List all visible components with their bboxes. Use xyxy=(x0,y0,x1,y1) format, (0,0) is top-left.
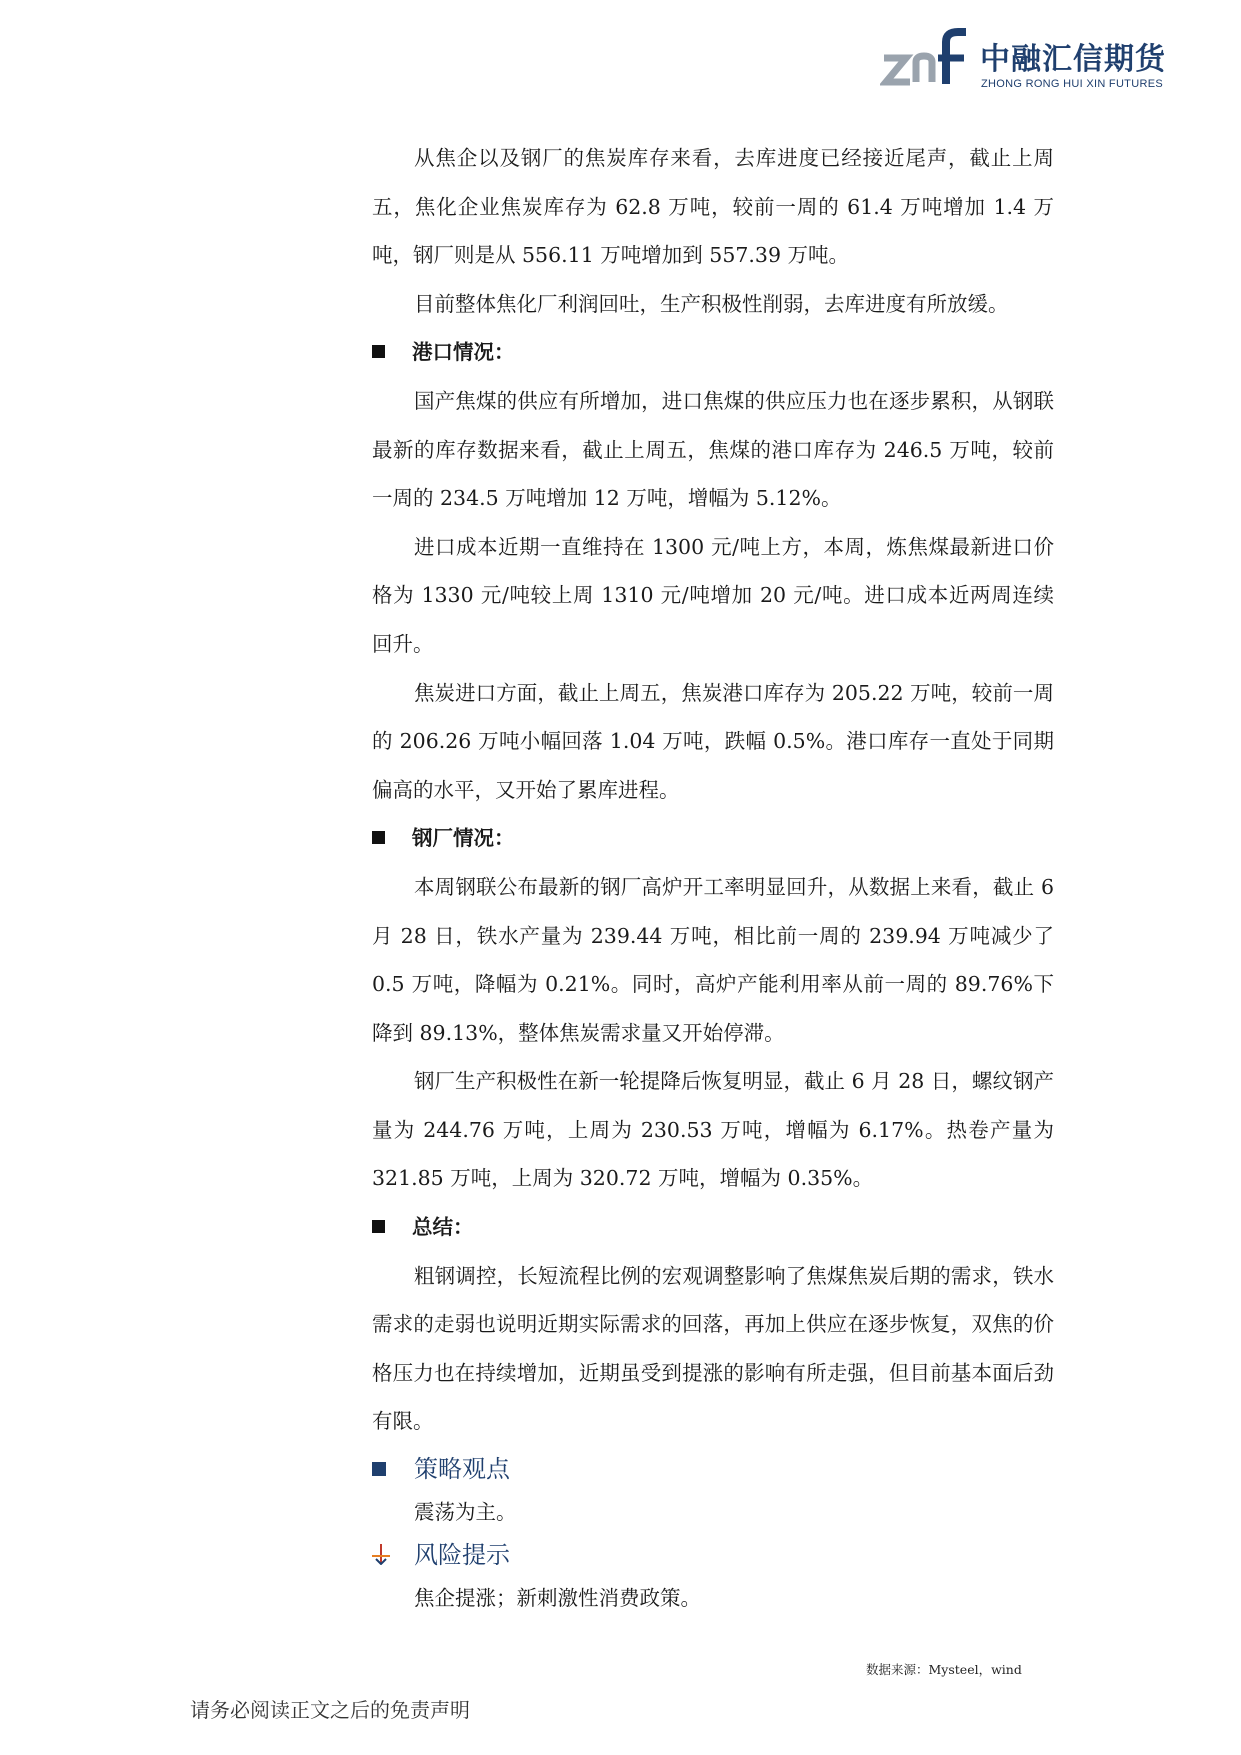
report-body xyxy=(372,134,1054,1620)
section-heading-mill: 钢厂情况： xyxy=(372,814,1054,863)
section-heading-port: 港口情况： xyxy=(372,328,1054,377)
paragraph: 本周钢联公布最新的钢厂高炉开工率明显回升，从数据上来看，截止 6 月 28 日，铁水产量为 239.44 万吨，相比前一周的 239.94 万吨减少了 0.5 万吨，降幅为 0.21%。同时，高炉产能利用率从前一周的 89.76%下降到 89.13%，整体焦炭需求量又开始停滞。 xyxy=(372,874,1054,1045)
section-heading-summary: 总结： xyxy=(372,1203,1054,1252)
risk-text: 焦企提涨；新刺激性消费政策。 xyxy=(414,1586,701,1611)
company-logo xyxy=(880,28,1170,90)
paragraph: 进口成本近期一直维持在 1300 元/吨上方，本周，炼焦煤最新进口价格为 1330 元/吨较上周 1310 元/吨增加 20 元/吨。进口成本近两周连续回升。 xyxy=(372,534,1054,656)
section-heading-risk: 风险提示 xyxy=(372,1534,1054,1576)
risk-arrow-icon xyxy=(370,1543,392,1565)
disclaimer: 请务必阅读正文之后的免责声明 xyxy=(190,1698,470,1722)
strategy-text: 震荡为主。 xyxy=(414,1500,517,1525)
paragraph: 从焦企以及钢厂的焦炭库存来看，去库进度已经接近尾声，截止上周五，焦化企业焦炭库存为 62.8 万吨，较前一周的 61.4 万吨增加 1.4 万吨，钢厂则是从 556.11 万吨增加到 557.39 万吨。 xyxy=(372,146,1054,268)
square-bullet-icon xyxy=(372,831,385,844)
paragraph: 目前整体焦化厂利润回吐，生产积极性削弱，去库进度有所放缓。 xyxy=(414,291,1009,316)
square-bullet-icon xyxy=(372,1462,386,1476)
company-name-en: ZHONG RONG HUI XIN FUTURES xyxy=(981,78,1163,90)
paragraph: 国产焦煤的供应有所增加，进口焦煤的供应压力也在逐步累积，从钢联最新的库存数据来看，截止上周五，焦煤的港口库存为 246.5 万吨，较前一周的 234.5 万吨增加 12 万吨，增幅为 5.12%。 xyxy=(372,388,1054,511)
company-name-cn: 中融汇信期货 xyxy=(980,42,1166,77)
square-bullet-icon xyxy=(372,345,385,358)
data-source: 数据来源：Mysteel，wind xyxy=(866,1662,1022,1677)
paragraph: 粗钢调控，长短流程比例的宏观调整影响了焦煤焦炭后期的需求，铁水需求的走弱也说明近期实际需求的回落，再加上供应在逐步恢复，双焦的价格压力也在持续增加，近期虽受到提涨的影响有所走强，但目前基本面后劲有限。 xyxy=(372,1263,1054,1434)
paragraph: 焦炭进口方面，截止上周五，焦炭港口库存为 205.22 万吨，较前一周的 206.26 万吨小幅回落 1.04 万吨，跌幅 0.5%。港口库存一直处于同期偏高的水平，又开始了累库进程。 xyxy=(372,680,1054,802)
section-heading-strategy: 策略观点 xyxy=(372,1448,1054,1490)
square-bullet-icon xyxy=(372,1220,385,1233)
paragraph: 钢厂生产积极性在新一轮提降后恢复明显，截止 6 月 28 日，螺纹钢产量为 244.76 万吨，上周为 230.53 万吨，增幅为 6.17%。热卷产量为 321.85 万吨，上周为 320.72 万吨，增幅为 0.35%。 xyxy=(372,1069,1054,1191)
znf-logo-icon xyxy=(880,28,970,90)
